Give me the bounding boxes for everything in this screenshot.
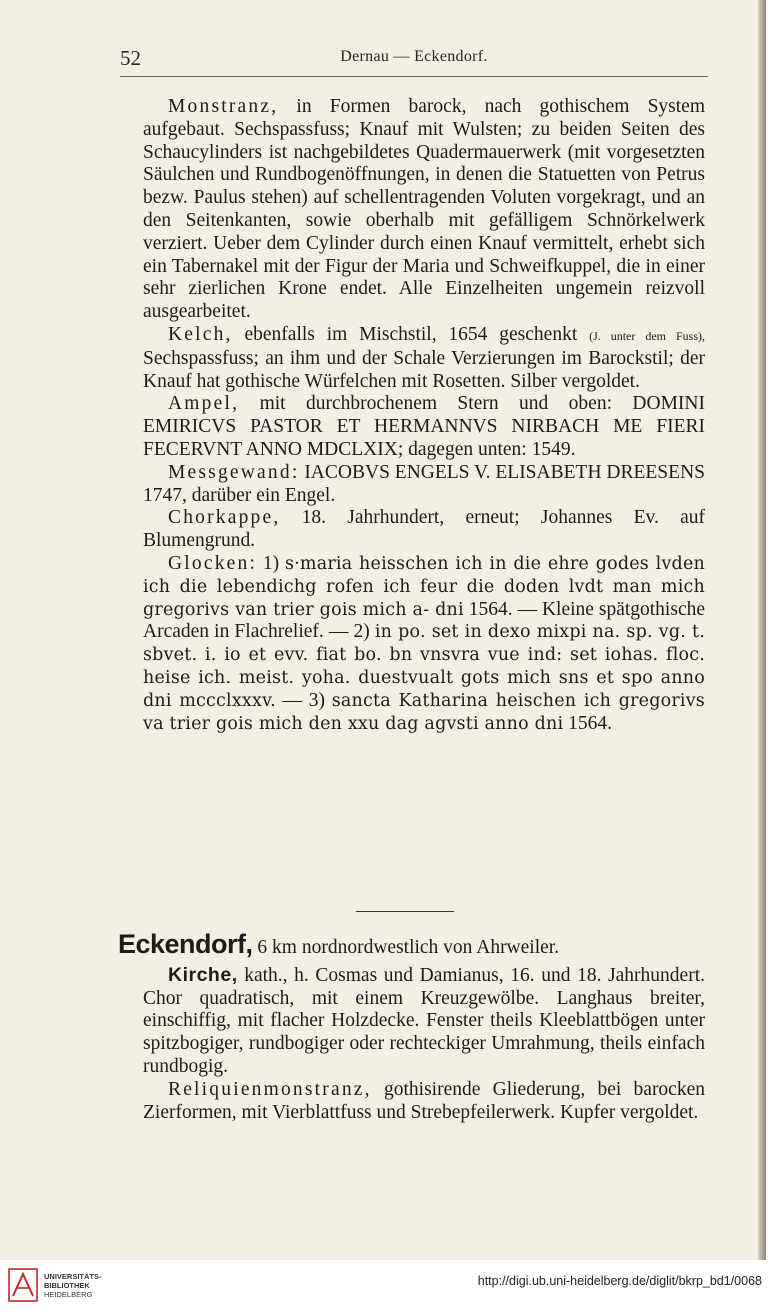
running-title: Dernau — Eckendorf.	[340, 48, 488, 65]
term-chorkappe: Chorkappe,	[168, 507, 281, 529]
bell-inscription-3: sancta Katharina heischen ich gregorivs va trier gois mich den xxu dag agvsti anno dni	[143, 690, 705, 734]
kelch-note: (J. unter dem Fuss),	[589, 328, 705, 343]
paragraph-kelch: Kelch, ebenfalls im Mischstil, 1654 geschenkt (J. unter dem Fuss), Sechspassfuss; an ihm und der Schale Verzierungen im Barockstil; der Knauf hat gothische Würfelchen mit Rosetten. Silber vergoldet.	[143, 323, 705, 392]
header-rule	[120, 76, 708, 77]
term-kelch: Kelch,	[168, 323, 233, 345]
section-eckendorf	[118, 929, 705, 1124]
term-ampel: Ampel,	[168, 393, 240, 415]
library-name: UNIVERSITÄTS- BIBLIOTHEK HEIDELBERG	[44, 1272, 102, 1299]
paragraph-messgewand: Messgewand: IACOBVS ENGELS V. ELISABETH DREESENS 1747, darüber ein Engel.	[143, 461, 705, 506]
section-title: Eckendorf,	[118, 929, 253, 959]
section-heading-line	[118, 929, 705, 960]
section-divider	[356, 911, 454, 912]
paragraph-monstranz: Monstranz, in Formen barock, nach gothischem System aufgebaut. Sechspassfuss; Knauf mit Wulsten; zu beiden Seiten des Schaucylinders ist nachgebildetes Quadermauerwerk (mit vorgesetzten Säulchen und Rundbogenöffnungen, in denen die Statuetten von Petrus bezw. Paulus stehen) auf schellentragenden Voluten vorgekragt, und an den Seitenkanten, sowie oberhalb mit gefälligem Schnörkelwerk verziert. Ueber dem Cylinder durch einen Knauf vermittelt, erhebt sich ein Tabernakel mit der Figur der Maria und Schweifkuppel, die in einer sehr zierlichen Krone endet. Alle Einzelheiten ungemein reizvoll ausgearbeitet.	[143, 96, 705, 323]
paragraph-ampel: Ampel, mit durchbrochenem Stern und oben: DOMINI EMIRICVS PASTOR ET HERMANNVS NIRBACH ME FIERI FECERVNT ANNO MDCLXIX; dagegen unten: 1549.	[143, 393, 705, 460]
bell-inscription-1: s·maria heisschen ich in die ehre godes lvden ich die lebendichg rofen ich feur die doden lvdt man mich gregorivs van trier gois mich a- dni	[143, 553, 705, 620]
dernau-continuation	[143, 96, 705, 735]
paragraph-kirche: Kirche, kath., h. Cosmas und Damianus, 16. und 18. Jahrhundert. Chor quadratisch, mit einem Kreuzgewölbe. Langhaus breiter, einschiffig, mit flacher Holzdecke. Fenster theils Kleeblattbögen unter spitzbogiger, rundbogiger oder rechteckiger Umrahmung, theils einfach rundbogig.	[143, 963, 705, 1077]
term-monstranz: Monstranz,	[168, 96, 279, 117]
term-kirche: Kirche,	[168, 963, 238, 986]
term-messgewand: Messgewand:	[168, 461, 300, 483]
digitization-footer	[0, 1260, 774, 1314]
section-subtitle: 6 km nordnordwestlich von Ahrweiler.	[252, 937, 560, 958]
term-glocken: Glocken:	[168, 552, 258, 574]
bell-inscription-2: in po. set in dexo mixpi na. sp. vg. t. sbvet. i. io et evv. fiat bo. bn vnsvra vue ind: set iohas. floc. heise ich. meist. yoha. duestvualt gots mich sns et spo anno dni mccclxxxv.	[143, 622, 705, 711]
paragraph-glocken: Glocken: 1) s·maria heisschen ich in die ehre godes lvden ich die lebendichg rofen ich feur die doden lvdt man mich gregorivs van trier gois mich a- dni 1564. — Kleine spätgothische Arcaden in Flachrelief. — 2) in po. set in dexo mixpi na. sp. vg. t. sbvet. i. io et evv. fiat bo. bn vnsvra vue ind: set iohas. floc. heise ich. meist. yoha. duestvualt gots mich sns et spo anno dni mccclxxxv. — 3) sancta Katharina heischen ich gregorivs va trier gois mich den xxu dag agvsti anno dni 1564.	[143, 552, 705, 734]
source-url-link[interactable]: http://digi.ub.uni-heidelberg.de/diglit/bkrp_bd1/0068	[477, 1274, 762, 1288]
paragraph-reliquienmonstranz: Reliquienmonstranz, gothisirende Gliederung, bei barocken Zierformen, mit Vierblattfuss und Strebepfeilerwerk. Kupfer vergoldet.	[143, 1078, 705, 1123]
term-reliquienmonstranz: Reliquienmonstranz,	[168, 1078, 372, 1100]
paragraph-chorkappe: Chorkappe, 18. Jahrhundert, erneut; Johannes Ev. auf Blumengrund.	[143, 507, 705, 552]
university-library-logo-icon	[8, 1268, 38, 1302]
page-number: 52	[120, 46, 141, 70]
running-header	[120, 46, 708, 72]
page-edge-shadow	[758, 0, 766, 1260]
